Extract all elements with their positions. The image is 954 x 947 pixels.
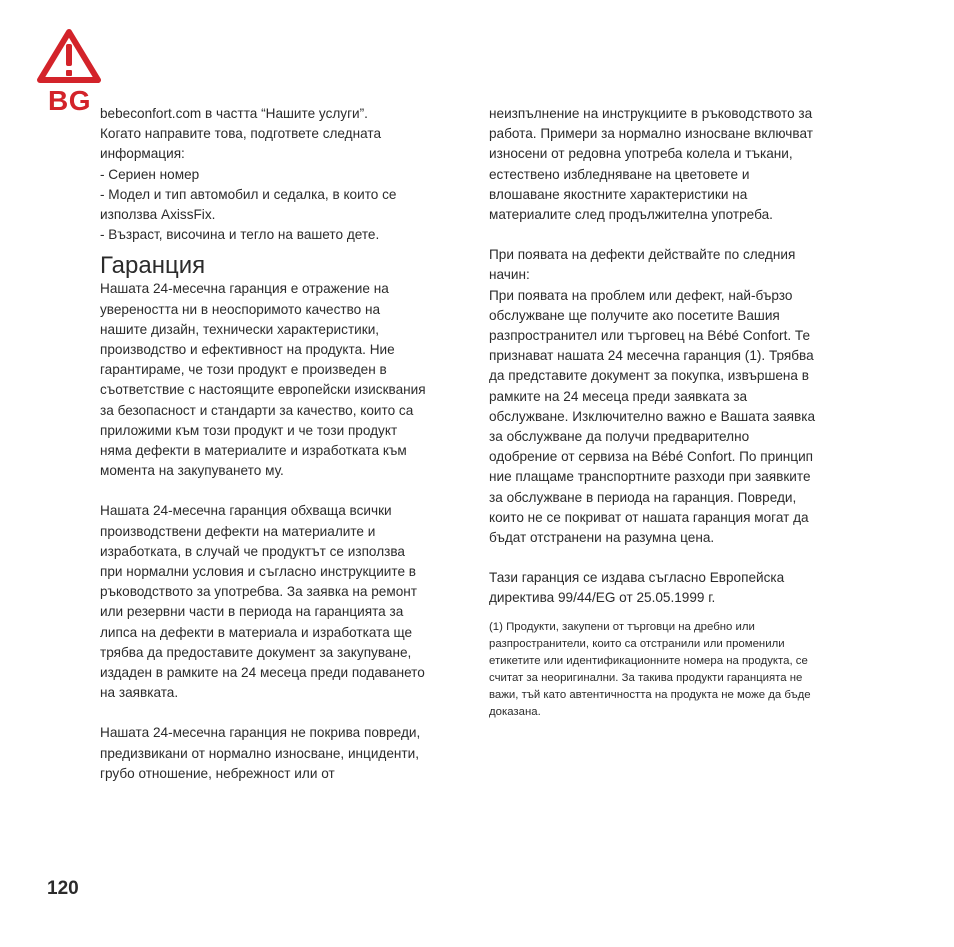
text-line: или резервни части в периода на гаранцията за (100, 604, 404, 620)
right-column (489, 104, 845, 721)
text-line: за безопасност и стандарти за качество, които са (100, 402, 414, 418)
footnote-line: считат за неоригинални. За такива продукти гаранцията не (489, 671, 803, 684)
text-line: предизвикани от нормално износване, инциденти, (100, 745, 420, 761)
text-line: производство и ефективност на продукта. Ние (100, 342, 395, 358)
text-line: естествено избледняване на цветовете и (489, 166, 750, 182)
left-column (100, 104, 460, 784)
text-line: момента на закупуването му. (100, 463, 284, 479)
section-heading: Гаранция (100, 252, 206, 280)
paragraph (100, 723, 460, 784)
text-line: Тази гаранция се издава съгласно Европейска (489, 570, 785, 586)
text-line: на заявката. (100, 685, 179, 701)
text-line: няма дефекти в материалите и изработката към (100, 443, 407, 459)
text-line: производствени дефекти на материалите и (100, 523, 376, 539)
text-line: обслужване ще получите ако посетите Вашия (489, 307, 780, 323)
text-line: При появата на проблем или дефект, най-бързо (489, 287, 793, 303)
text-line: съответствие с настоящите европейски изисквания (100, 382, 426, 398)
footnote-line: разпространители, които са отстранили или променили (489, 637, 785, 650)
paragraph (100, 501, 460, 703)
list-item: - Сериен номер (100, 166, 200, 182)
text-line: неизпълнение на инструкциите в ръководството за (489, 106, 813, 121)
text-line: липса на дефекти в материала и изработката ще (100, 624, 413, 640)
text-line: за обслужване да получи предварително (489, 429, 750, 445)
text-line: при нормални условия и съгласно инструкциите в (100, 564, 417, 580)
text-line: информация: (100, 146, 185, 162)
text-line: признават нашата 24 месечна гаранция (1). Трябва (489, 348, 814, 364)
text-line: нашите дизайн, технически характеристики, (100, 321, 380, 337)
text-line: приложими към този продукт и че този продукт (100, 422, 398, 438)
text-line: Нашата 24-месечна гаранция обхваща всички (100, 503, 392, 519)
text-line: ние плащаме транспортните разходи при заявките (489, 469, 811, 485)
paragraph (489, 245, 845, 548)
text-line: bebeconfort.com в частта “Нашите услуги”. (100, 106, 368, 121)
text-line: износени от редовна употреба колела и тъкани, (489, 146, 793, 162)
text-line: да представите документ за покупка, извършена в (489, 368, 809, 384)
text-line: влошаване якостните характеристики на (489, 186, 748, 202)
text-line: които не се покриват от нашата гаранция могат да (489, 509, 809, 525)
paragraph (100, 279, 460, 481)
text-line: грубо отношение, небрежност или от (100, 765, 335, 781)
text-line: за обслужване в периода на гаранция. Повреди, (489, 489, 797, 505)
text-line: Когато направите това, подгответе следната (100, 126, 382, 142)
text-line: одобрение от сервиза на Bébé Confort. По принцип (489, 449, 814, 465)
paragraph (489, 568, 845, 608)
text-line: бъдат отстранени на разумна цена. (489, 530, 715, 546)
text-line: трябва да предоставите документ за закупуване, (100, 644, 412, 660)
text-line: увереността ни в неоспоримото качество на (100, 301, 381, 317)
text-line: обслужване. Изключително важно е Вашата заявка (489, 408, 816, 424)
text-line: работа. Примери за нормално износване включват (489, 126, 813, 142)
page-number: 120 (47, 878, 79, 899)
footnote-line: (1) Продукти, закупени от търговци на дребно или (489, 620, 755, 633)
text-line: Нашата 24-месечна гаранция е отражение на (100, 281, 389, 297)
text-line: материалите след продължителна употреба. (489, 207, 773, 223)
list-item: - Възраст, височина и тегло на вашето дете. (100, 227, 380, 243)
text-line: ръководството за употребва. За заявка на ремонт (100, 584, 418, 600)
text-line: използва AxissFix. (100, 207, 216, 223)
text-line: изработката, в случай че продуктът се използва (100, 543, 405, 559)
text-line: директива 99/44/EG от 25.05.1999 г. (489, 590, 716, 606)
footnote-line: доказана. (489, 705, 541, 718)
footnote-line: етикетите или идентификационните номера на продукта, се (489, 654, 808, 667)
intro-block (100, 104, 460, 245)
footnote-line: важи, тъй като автентичността на продукта не може да бъде (489, 688, 811, 701)
text-line: При появата на дефекти действайте по следния (489, 247, 796, 263)
warning-icon (36, 28, 102, 84)
text-line: разпространител или търговец на Bébé Confort. Те (489, 328, 811, 344)
text-line: рамките на 24 месеца преди заявката за (489, 388, 748, 404)
text-line: начин: (489, 267, 530, 283)
list-item: - Модел и тип автомобил и седалка, в които се (100, 186, 397, 202)
language-code: BG (48, 85, 91, 116)
text-line: издаден в рамките на 24 месеца преди подаването (100, 665, 425, 681)
footnote (489, 619, 845, 721)
text-line: Нашата 24-месечна гаранция не покрива повреди, (100, 725, 421, 741)
paragraph (489, 104, 845, 225)
text-line: гарантираме, че този продукт е произведен в (100, 362, 387, 378)
